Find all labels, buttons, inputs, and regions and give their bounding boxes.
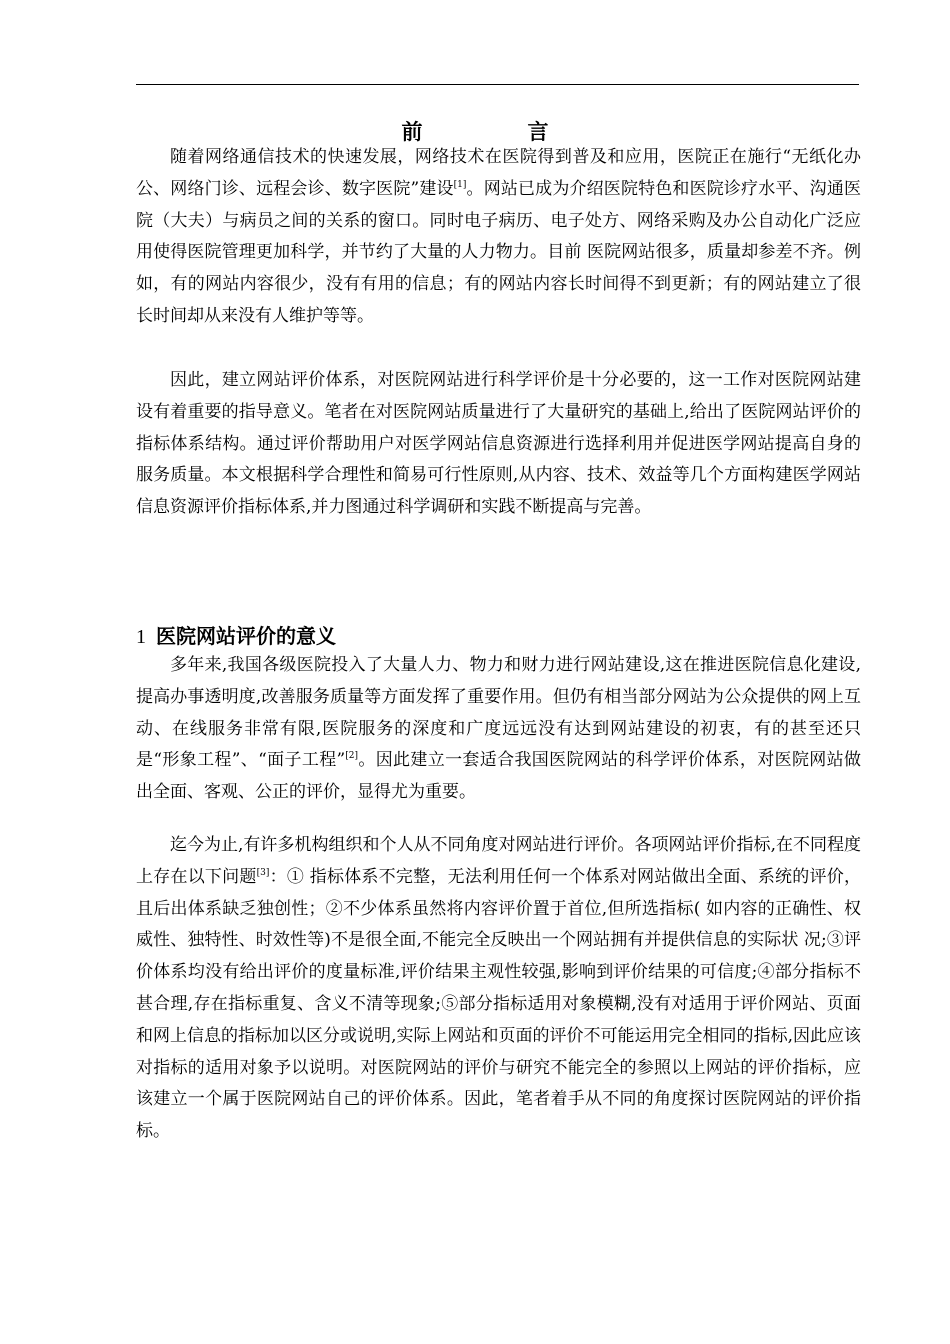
preface-title: 前 言: [401, 119, 591, 144]
text-run: 。因此建立一套适合我国医院网站的科学评价体系，对医院网站做出全面、客观、公正的评价，显得尤为重要。: [136, 750, 861, 803]
text-run: 多年来,我国各级医院投入了大量人力、物力和财力进行网站建设,这在推进医院信息化建设,提高办事透明度,改善服务质量等方面发挥了重要作用。但仍有相当部分网站为公众提供的网上互动、在线服务非常有限,医院服务的深度和广度远远没有达到网站建设的初衷，有的甚至还只是“形象工程”、“面子工程”: [136, 655, 861, 771]
section-title: 医院网站评价的意义: [156, 624, 336, 648]
preface-paragraph-1: [136, 142, 861, 333]
section-heading: [136, 621, 336, 652]
text-run: 迄今为止,有许多机构组织和个人从不同角度对网站进行评价。各项网站评价指标,在不同程度上存在以下问题: [136, 835, 861, 887]
citation-ref: [2]: [345, 751, 358, 762]
citation-ref: [1]: [453, 179, 467, 190]
header-rule: [136, 84, 859, 85]
text-run: 因此，建立网站评价体系，对医院网站进行科学评价是十分必要的，这一工作对医院网站建设有着重要的指导意义。笔者在对医院网站质量进行了大量研究的基础上,给出了医院网站评价的指标体系结构。通过评价帮助用户对医学网站信息资源进行选择利用并促进医学网站提高自身的服务质量。本文根据科学合理性和简易可行性原则,从内容、技术、效益等几个方面构建医学网站信息资源评价指标体系,并力图通过科学调研和实践不断提高与完善。: [136, 370, 861, 518]
section-paragraph-1: [136, 650, 861, 809]
text-run: 。网站已成为介绍医院特色和医院诊疗水平、沟通医院（大夫）与病员之间的关系的窗口。同时电子病历、电子处方、网络采购及办公自动化广泛应用使得医院管理更加科学，并节约了大量的人力物力。目前 医院网站很多，质量却参差不齐。例如，有的网站内容很少，没有有用的信息；有的网站内容长时间得不到更新；有的网站建立了很长时间却从来没有人维护等等。: [136, 178, 861, 326]
section-number: 1: [136, 626, 146, 648]
text-run: 随着网络通信技术的快速发展，网络技术在医院得到普及和应用，医院正在施行“无纸化办公、网络门诊、远程会诊、数字医院”建设: [136, 147, 861, 199]
preface-paragraph-2: [136, 365, 861, 524]
citation-ref: [3]: [256, 867, 270, 878]
section-paragraph-2: [136, 830, 861, 1148]
text-run: ：① 指标体系不完整，无法利用任何一个体系对网站做出全面、系统的评价，且后出体系缺乏独创性；②不少体系虽然将内容评价置于首位,但所选指标( 如内容的正确性、权威性、独特性、时效性等)不是很全面,不能完全反映出一个网站拥有并提供信息的实际状 况;③评价体系均没有给出评价的度量标准,评价结果主观性较强,影响到评价结果的可信度;④部分指标不甚合理,存在指标重复、含义不清等现象;⑤部分指标适用对象模糊,没有对适用于评价网站、页面和网上信息的指标加以区分或说明,实际上网站和页面的评价不可能运用完全相同的指标,因此应该对指标的适用对象予以说明。对医院网站的评价与研究不能完全的参照以上网站的评价指标，应该建立一个属于医院网站自己的评价体系。因此，笔者着手从不同的角度探讨医院网站的评价指标。: [136, 866, 861, 1142]
